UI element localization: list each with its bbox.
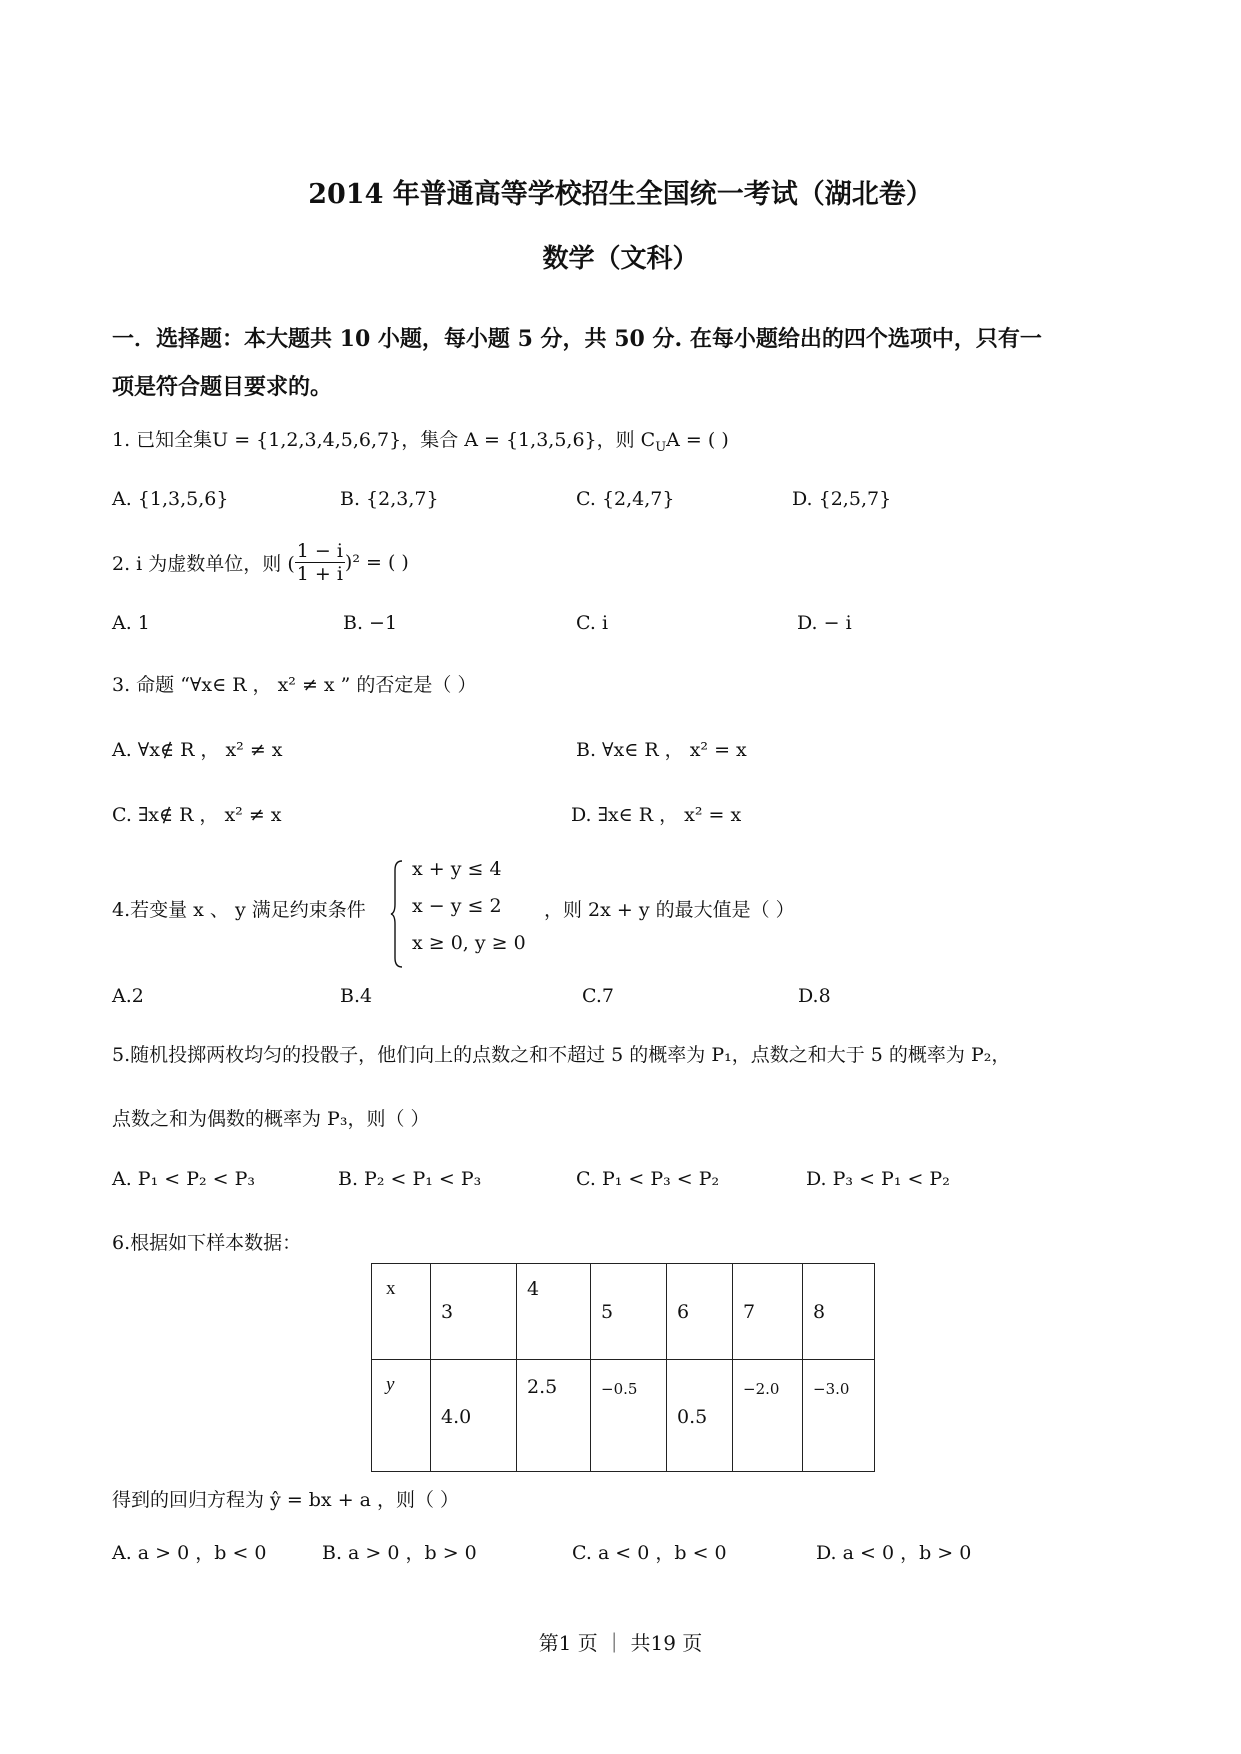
x-value: 7 — [743, 1301, 756, 1323]
y-value: −2.0 — [743, 1380, 780, 1398]
q4-option-b: B.4 — [340, 985, 373, 1007]
q3-option-c: C. ∃x∉ R ， x² ≠ x — [112, 804, 282, 826]
question-4-pre: 4.若变量 x 、 y 满足约束条件 — [112, 899, 366, 921]
question-2 — [112, 540, 409, 600]
table-cell — [517, 1264, 591, 1360]
table-cell — [733, 1360, 803, 1472]
page-title: 2014 年普通高等学校招生全国统一考试（湖北卷） — [308, 179, 933, 210]
table-cell — [431, 1360, 517, 1472]
constraint-3: x ≥ 0, y ≥ 0 — [412, 932, 526, 954]
y-value: 4.0 — [441, 1406, 472, 1428]
q1-option-d: D. {2,5,7} — [792, 488, 892, 510]
question-2-post: )² = ( ) — [344, 551, 409, 574]
q6-option-a: A. a > 0 ，b < 0 — [112, 1542, 267, 1564]
table-cell — [667, 1264, 733, 1360]
table-cell — [372, 1360, 431, 1472]
table-cell — [591, 1264, 667, 1360]
x-value: 3 — [441, 1301, 454, 1323]
constraint-system — [390, 858, 540, 970]
q3-option-d: D. ∃x∈ R ， x² = x — [571, 804, 742, 826]
question-1-text: 1. 已知全集U = {1,2,3,4,5,6,7}，集合 A = {1,3,5,6}，则 C — [112, 429, 656, 451]
q1-option-b: B. {2,3,7} — [340, 488, 439, 510]
question-3: 3. 命题 “∀x∈ R ， x² ≠ x ” 的否定是（ ） — [112, 674, 477, 696]
fraction-denominator: 1 + i — [296, 563, 343, 585]
y-value: 2.5 — [527, 1376, 558, 1398]
table-cell — [372, 1264, 431, 1360]
constraint-1: x + y ≤ 4 — [412, 858, 502, 880]
q4-option-d: D.8 — [798, 985, 831, 1007]
table-cell — [431, 1264, 517, 1360]
question-6-intro: 6.根据如下样本数据： — [112, 1232, 302, 1254]
question-1 — [112, 425, 729, 455]
section-heading-line2: 项是符合题目要求的。 — [112, 374, 333, 400]
q5-option-d: D. P₃ < P₁ < P₂ — [806, 1168, 950, 1190]
x-value: 5 — [601, 1301, 614, 1323]
q3-option-a: A. ∀x∉ R ， x² ≠ x — [112, 739, 283, 761]
x-value: 6 — [677, 1301, 690, 1323]
table-cell — [591, 1360, 667, 1472]
x-value: 8 — [813, 1301, 826, 1323]
q6-option-d: D. a < 0 ，b > 0 — [816, 1542, 972, 1564]
q5-option-a: A. P₁ < P₂ < P₃ — [112, 1168, 256, 1190]
q2-option-d: D. − i — [797, 612, 852, 634]
q6-option-c: C. a < 0 ，b < 0 — [572, 1542, 727, 1564]
q4-option-c: C.7 — [582, 985, 614, 1007]
q2-option-a: A. 1 — [112, 612, 150, 634]
q1-option-c: C. {2,4,7} — [576, 488, 675, 510]
fraction-numerator: 1 − i — [296, 540, 343, 562]
table-cell — [803, 1264, 875, 1360]
question-4-post: ，则 2x + y 的最大值是（ ） — [544, 899, 795, 921]
q5-option-c: C. P₁ < P₃ < P₂ — [576, 1168, 720, 1190]
q6-option-b: B. a > 0 ，b > 0 — [322, 1542, 477, 1564]
question-2-fraction — [295, 540, 345, 585]
table-cell — [803, 1360, 875, 1472]
question-1-subscript: U — [655, 439, 667, 455]
y-value: 0.5 — [677, 1406, 708, 1428]
constraint-2: x − y ≤ 2 — [412, 895, 502, 917]
q1-option-a: A. {1,3,5,6} — [112, 488, 229, 510]
y-value: −0.5 — [601, 1380, 638, 1398]
y-label: y — [386, 1374, 395, 1395]
q2-option-c: C. i — [576, 612, 609, 634]
q4-option-a: A.2 — [112, 985, 144, 1007]
question-2-pre: 2. i 为虚数单位，则 ( — [112, 553, 295, 575]
table-cell — [733, 1264, 803, 1360]
table-row — [372, 1264, 875, 1360]
q3-option-b: B. ∀x∈ R ， x² = x — [576, 739, 747, 761]
q2-option-b: B. −1 — [343, 612, 398, 634]
question-5-line1: 5.随机投掷两枚均匀的投骰子，他们向上的点数之和不超过 5 的概率为 P₁，点数之和大于 5 的概率为 P₂， — [112, 1044, 1011, 1066]
left-brace-icon — [390, 858, 404, 970]
question-1-tail: A = ( ) — [666, 429, 729, 451]
table-cell — [667, 1360, 733, 1472]
page-subtitle: 数学（文科） — [542, 244, 699, 274]
table-cell — [517, 1360, 591, 1472]
table-row — [372, 1360, 875, 1472]
y-value: −3.0 — [813, 1380, 850, 1398]
x-label: x — [386, 1278, 396, 1299]
q5-option-b: B. P₂ < P₁ < P₃ — [338, 1168, 482, 1190]
page-footer: 第1 页 ｜ 共19 页 — [538, 1631, 703, 1655]
sample-data-table — [371, 1263, 875, 1472]
question-6-equation: 得到的回归方程为 ŷ = bx + a ，则（ ） — [112, 1489, 460, 1511]
question-5-line2: 点数之和为偶数的概率为 P₃，则（ ） — [112, 1108, 430, 1130]
x-value: 4 — [527, 1278, 540, 1300]
section-heading-line1: 一．选择题：本大题共 10 小题，每小题 5 分，共 50 分. 在每小题给出的四个选项中，只有一 — [112, 326, 1042, 352]
